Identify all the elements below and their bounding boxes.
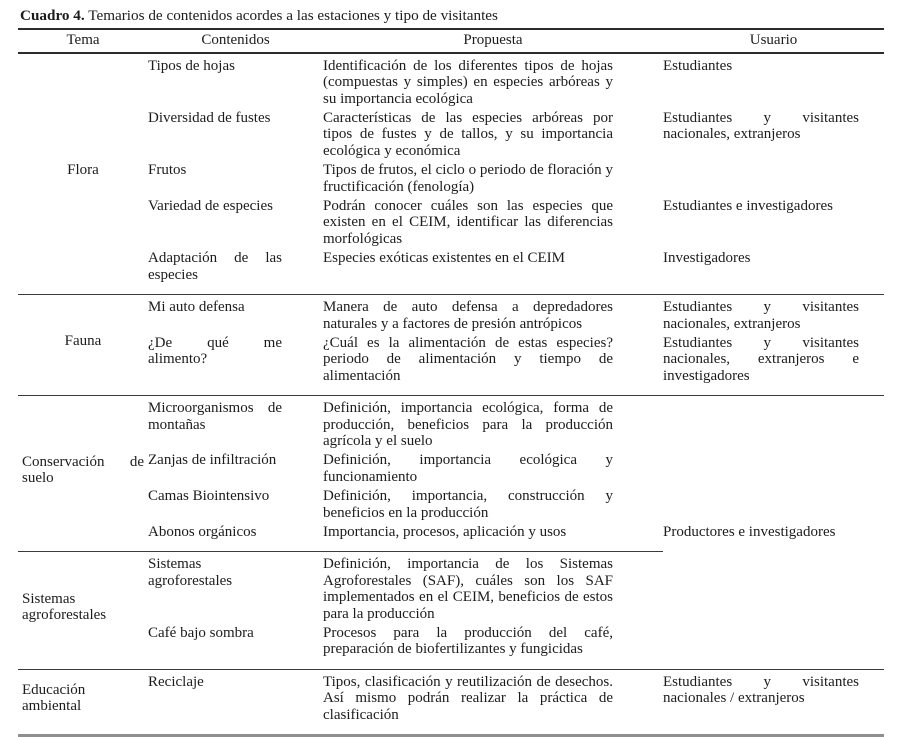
column-header-propuesta: Propuesta [463, 32, 523, 49]
propuesta-cell: Importancia, procesos, aplicación y usos [323, 523, 567, 540]
propuesta-cell: Podrán conocer cuáles son las especies que existen en el CEIM, identificar las diferencias morfológicas [323, 198, 613, 247]
tema-label: Sistemas agroforestales [22, 590, 107, 624]
usuario-cell [663, 162, 884, 195]
contenido-cell: Zanjas de infiltración [148, 452, 277, 469]
contenido-cell: Abonos orgánicos [148, 523, 257, 540]
table-row [148, 110, 884, 159]
contenido-cell: Camas Biointensivo [148, 488, 270, 505]
usuario-cell [663, 488, 884, 521]
usuario-cell: Estudiantes y visitantes nacionales, extranjeros [663, 299, 859, 332]
table-row [148, 299, 884, 332]
usuario-cell: Estudiantes y visitantes nacionales, extranjeros [663, 110, 859, 143]
contenido-cell: Variedad de especies [148, 198, 273, 215]
column-header-tema: Tema [66, 32, 100, 49]
usuario-cell [663, 452, 884, 485]
table-section-4 [18, 669, 884, 734]
propuesta-cell: Definición, importancia ecológica y funcionamiento [323, 452, 613, 485]
table-header-row [18, 30, 884, 53]
tema-cell [18, 58, 148, 283]
propuesta-cell: Definición, importancia ecológica, forma de producción, beneficios para la producción agrícola y el suelo [323, 400, 613, 449]
contenido-cell: Frutos [148, 162, 187, 179]
contenido-cell: Diversidad de fustes [148, 110, 271, 127]
propuesta-cell: Manera de auto defensa a depredadores naturales y a factores de presión antrópicos [323, 299, 613, 332]
propuesta-cell: Especies exóticas existentes en el CEIM [323, 250, 566, 267]
propuesta-cell: Identificación de los diferentes tipos de hojas (compuestas y simples) en especies arbóreas y su importancia ecológica [323, 57, 613, 107]
tema-label: Fauna [64, 333, 102, 350]
section-rows [148, 299, 884, 384]
tema-cell [18, 299, 148, 384]
table-caption [20, 8, 884, 24]
usuario-cell: Estudiantes y visitantes nacionales / extranjeros [663, 673, 859, 707]
section-rows [148, 556, 884, 657]
propuesta-cell: Definición, importancia de los Sistemas Agroforestales (SAF), cuáles son los SAF implementados en el CEIM, beneficios de estos para la producción [323, 556, 613, 622]
usuario-cell [663, 400, 884, 449]
table-cuadro-4 [18, 28, 884, 737]
usuario-cell [663, 556, 884, 622]
propuesta-cell: ¿Cuál es la alimentación de estas especies? periodo de alimentación y tiempo de alimentación [323, 334, 613, 384]
section-rows [148, 400, 884, 540]
propuesta-cell: Tipos, clasificación y reutilización de desechos. Así mismo podrán realizar la práctica de clasificación [323, 673, 613, 723]
shared-usuario-note: Productores e investigadores [663, 524, 836, 541]
caption-text: Temarios de contenidos acordes a las estaciones y tipo de visitantes [88, 7, 498, 24]
table-row [148, 400, 884, 449]
table-row [148, 335, 884, 384]
table-section-1 [18, 294, 884, 395]
caption-label: Cuadro 4. [20, 7, 85, 24]
table-row [148, 625, 884, 658]
table-section-0 [18, 54, 884, 294]
contenido-cell: Tipos de hojas [148, 57, 235, 74]
usuario-cell: Estudiantes e investigadores [663, 198, 833, 215]
contenido-cell: Reciclaje [148, 673, 204, 690]
section-group [18, 395, 884, 669]
table-row [148, 162, 884, 195]
contenido-cell: Sistemas agroforestales [148, 556, 233, 589]
usuario-cell [663, 625, 884, 658]
usuario-cell: Estudiantes [663, 57, 733, 74]
contenido-cell: ¿De qué me alimento? [148, 334, 282, 368]
contenido-cell: Mi auto defensa [148, 299, 245, 316]
section-rows [148, 674, 884, 723]
table-row [148, 250, 884, 283]
table-row [148, 556, 884, 622]
tema-cell [18, 674, 148, 723]
contenido-cell: Adaptación de las especies [148, 250, 282, 283]
tema-label: Conservación de suelo [22, 453, 144, 487]
table-row [148, 674, 884, 723]
section-rows [148, 58, 884, 283]
propuesta-cell: Tipos de frutos, el ciclo o periodo de floración y fructificación (fenología) [323, 162, 613, 195]
table-body [18, 54, 884, 734]
table-row [148, 452, 884, 485]
propuesta-cell: Procesos para la producción del café, preparación de biofertilizantes y fungicidas [323, 625, 613, 658]
tema-label: Flora [67, 162, 99, 179]
tema-label: Educación ambiental [22, 682, 86, 715]
tema-cell [18, 400, 148, 540]
column-header-usuario: Usuario [749, 32, 798, 49]
column-header-contenidos: Contenidos [201, 32, 270, 49]
propuesta-cell: Características de las especies arbóreas por tipos de fustes y de tallos, y su importancia ecológica y económica [323, 110, 613, 159]
contenido-cell: Microorganismos de montañas [148, 400, 282, 433]
contenido-cell: Café bajo sombra [148, 625, 254, 641]
table-row [148, 488, 884, 521]
usuario-cell: Estudiantes y visitantes nacionales, extranjeros e investigadores [663, 334, 859, 384]
propuesta-cell: Definición, importancia, construcción y beneficios en la producción [323, 488, 613, 521]
usuario-cell: Investigadores [663, 250, 751, 267]
table-row [148, 198, 884, 247]
tema-cell [18, 556, 148, 657]
table-row [148, 58, 884, 107]
table-section-3 [18, 552, 884, 668]
